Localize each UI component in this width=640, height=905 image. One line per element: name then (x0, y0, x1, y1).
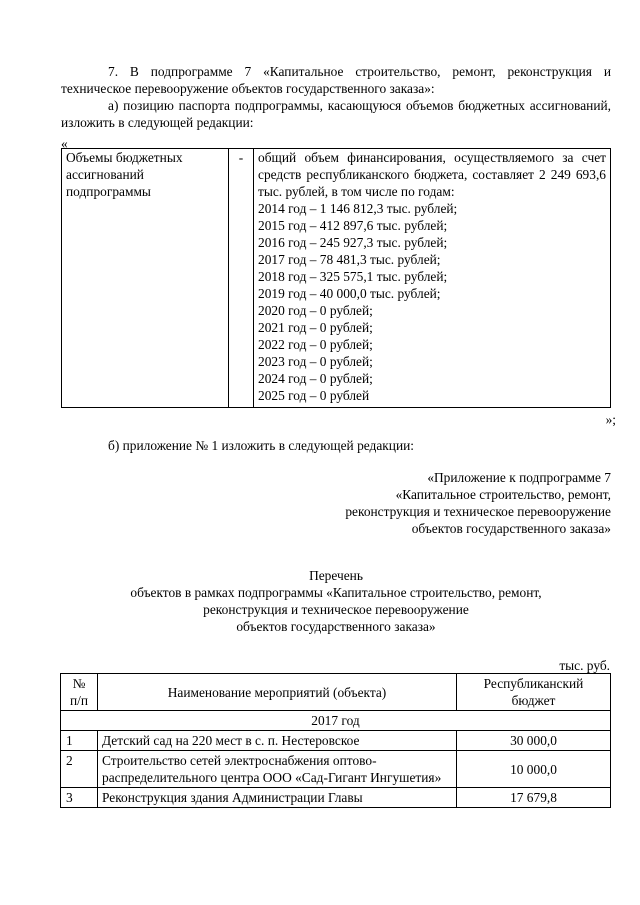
col-budget-header (457, 674, 611, 711)
passport-table (61, 148, 611, 408)
funding-intro: общий объем финансирования, осуществляемого за счет средств республиканского бюджета, составляет 2 249 693,6 тыс. рублей, в том числе по годам: (258, 150, 606, 199)
appendix-header-line: «Капитальное строительство, ремонт, (395, 487, 611, 502)
list-title-line: Перечень (309, 568, 363, 583)
row-number: 3 (61, 788, 98, 808)
funding-year-line: 2025 год – 0 рублей (258, 388, 370, 403)
appendix-header-line: объектов государственного заказа» (411, 521, 611, 536)
passport-row (62, 149, 611, 408)
table-row (61, 788, 611, 808)
units-label: тыс. руб. (559, 658, 610, 673)
item-b-text: б) приложение № 1 изложить в следующей редакции: (108, 438, 415, 453)
funding-year-line: 2015 год – 412 897,6 тыс. рублей; (258, 218, 448, 233)
appendix-header (345, 469, 611, 537)
objects-header-row (61, 674, 611, 711)
appendix-header-line: «Приложение к подпрограмме 7 (427, 470, 611, 485)
list-title-line: реконструкция и техническое перевооружение (203, 602, 469, 617)
col-num-header (61, 674, 98, 711)
year-row (61, 711, 611, 731)
appendix-header-line: реконструкция и техническое перевооружение (345, 504, 611, 519)
opening-quote: « (61, 136, 68, 151)
funding-year-line: 2019 год – 40 000,0 тыс. рублей; (258, 286, 441, 301)
col-num-header-line: п/п (69, 693, 89, 708)
closing-quote: »; (605, 412, 616, 427)
col-budget-header-line: Республиканский (483, 676, 584, 691)
passport-funding (254, 149, 611, 408)
funding-year-line: 2014 год – 1 146 812,3 тыс. рублей; (258, 201, 458, 216)
section-7-intro: 7. В подпрограмме 7 «Капитальное строительство, ремонт, реконструкция и техническое перевооружение объектов государственного заказа»: (61, 64, 611, 96)
item-a-text: а) позицию паспорта подпрограммы, касающуюся объемов бюджетных ассигнований, изложить в следующей редакции: (61, 98, 611, 130)
list-title-line: объектов государственного заказа» (236, 619, 436, 634)
col-name-header: Наименование мероприятий (объекта) (98, 674, 457, 711)
table-row (61, 751, 611, 788)
row-amount: 10 000,0 (457, 751, 611, 788)
funding-year-line: 2021 год – 0 рублей; (258, 320, 373, 335)
passport-dash: - (229, 149, 254, 408)
funding-year-line: 2023 год – 0 рублей; (258, 354, 373, 369)
funding-year-line: 2024 год – 0 рублей; (258, 371, 373, 386)
list-title-line: объектов в рамках подпрограммы «Капитальное строительство, ремонт, (130, 585, 542, 600)
row-name: Строительство сетей электроснабжения оптово-распределительного центра ООО «Сад-Гигант Ингушетия» (98, 751, 457, 788)
funding-year-line: 2020 год – 0 рублей; (258, 303, 373, 318)
funding-year-line: 2016 год – 245 927,3 тыс. рублей; (258, 235, 448, 250)
table-row (61, 731, 611, 751)
funding-year-line: 2022 год – 0 рублей; (258, 337, 373, 352)
row-name: Детский сад на 220 мест в с. п. Нестеровское (98, 731, 457, 751)
passport-label: Объемы бюджетных ассигнований подпрограммы (62, 149, 229, 408)
row-number: 1 (61, 731, 98, 751)
list-title (61, 567, 611, 635)
col-num-header-line: № (72, 676, 86, 691)
row-amount: 30 000,0 (457, 731, 611, 751)
funding-year-line: 2017 год – 78 481,3 тыс. рублей; (258, 252, 441, 267)
col-budget-header-line: бюджет (511, 693, 556, 708)
row-number: 2 (61, 751, 98, 788)
objects-table (60, 673, 611, 808)
funding-year-line: 2018 год – 325 575,1 тыс. рублей; (258, 269, 448, 284)
row-amount: 17 679,8 (457, 788, 611, 808)
row-name: Реконструкция здания Администрации Главы (98, 788, 457, 808)
year-label: 2017 год (61, 711, 611, 731)
